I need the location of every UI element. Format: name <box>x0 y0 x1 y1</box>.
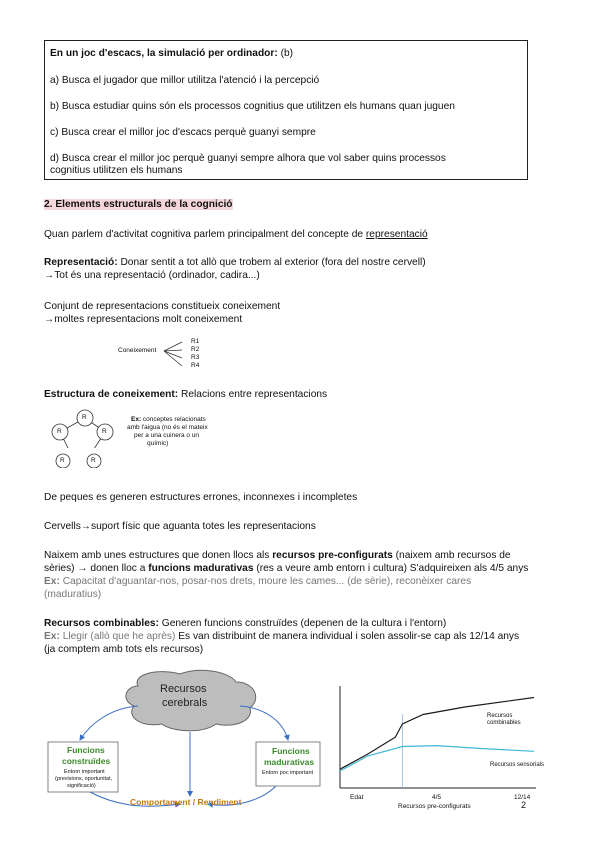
box-left-note-2: (previsions, oportunitat, <box>55 776 113 782</box>
r-node-right: R <box>102 428 107 435</box>
series-label-combinables-2: combinables <box>487 720 521 726</box>
chart-svg <box>338 684 538 794</box>
intro-paragraph: Quan parlem d'activitat cognitiva parlem principalment del concepte de representació <box>44 229 428 240</box>
conjunt-line-2: →moltes representacions molt coneixement <box>44 314 243 325</box>
quiz-question: En un joc d'escacs, la simulació per ordinador: (b) <box>50 48 294 59</box>
paragraph-naixem-example: Ex: Capacitat d'aguantar-nos, posar-nos drets, moure les cames... (de sèrie), reconèixer cares <box>44 576 472 587</box>
paragraph-naixem-1: Naixem amb unes estructures que donen llocs als recursos pre-configurats (naixem amb recursos de <box>44 550 511 561</box>
section-heading: 2. Elements estructurals de la cognició <box>44 199 233 210</box>
box-left-title-2: construïdes <box>62 756 111 766</box>
diagram-note-line-2: amb l'aigua (no és el mateix <box>127 424 208 431</box>
combinables-def: Recursos combinables: Generen funcions construïdes (depenen de la cultura i l'entorn) <box>44 618 447 629</box>
diagram-coneixement-label: Coneixement <box>118 347 157 354</box>
cloud-label-2: cerebrals <box>162 697 208 709</box>
combinables-example: Ex: Llegir (allò que he après) Es van distribuint de manera individual i solen assolir-se cap als 12/14 anys <box>44 631 520 642</box>
diagram-item-r3: R3 <box>191 354 200 361</box>
r-node-bottom-left: R <box>60 457 65 464</box>
quiz-option-a: a) Busca el jugador que millor utilitza l'atenció i la percepció <box>50 75 320 86</box>
paragraph-errors: De peques es generen estructures errones, inconnexes i incompletes <box>44 492 358 503</box>
x-tick-12-14: 12/14 <box>514 794 531 801</box>
quiz-option-d: d) Busca crear el millor joc perquè guanyi sempre alhora que vol saber quins processos <box>50 153 446 164</box>
paragraph-cervells: Cervells→suport físic que aguanta totes les representacions <box>44 521 316 532</box>
box-right-title-2: madurativas <box>264 757 315 767</box>
cloud-label-1: Recursos <box>160 683 207 695</box>
r-node-bottom-right: R <box>91 457 96 464</box>
series-label-combinables: Recursos <box>487 713 513 719</box>
box-left-title-1: Funcions <box>67 745 105 755</box>
series-label-sensorials: Recursos sensorials <box>490 762 545 768</box>
box-right-title-1: Funcions <box>272 746 310 756</box>
quiz-option-b: b) Busca estudiar quins són els processos cognitius que utilitzen els humans quan juguen <box>50 101 455 112</box>
box-left-note-3: significació) <box>67 783 96 789</box>
box-left-note-1: Entorn important <box>64 769 105 775</box>
representacio-def: Representació: Donar sentit a tot allò que trobem al exterior (fora del nostre cervell) <box>44 257 426 268</box>
box-right-note: Entorn poc important <box>262 770 314 776</box>
x-tick-4-5: 4/5 <box>432 794 442 801</box>
x-axis-left-label: Edat <box>350 794 364 801</box>
diagram-note-line-4: químic) <box>147 440 169 447</box>
paragraph-naixem-2: sèries) → donen lloc a funcions madurativas (res a veure amb entorn i cultura) S'adquireixen als 4/5 anys <box>44 563 529 574</box>
diagram-note-line-3: per a una cuinera o un <box>134 432 200 439</box>
representacio-arrow: →Tot és una representació (ordinador, cadira...) <box>44 270 260 281</box>
quiz-option-d-cont: cognitius utilitzen els humans <box>50 165 183 176</box>
r-node-left: R <box>57 428 62 435</box>
diagram-item-r1: R1 <box>191 338 200 345</box>
flow-bottom-label: Comportament / Rendiment <box>130 797 242 807</box>
quiz-option-c: c) Busca crear el millor joc d'escacs perquè guanyi sempre <box>50 127 316 138</box>
page-number: 2 <box>521 800 527 810</box>
estructura-def: Estructura de coneixement: Relacions entre representacions <box>44 389 328 400</box>
x-axis-title: Recursos pre-configurats <box>398 803 471 810</box>
paragraph-naixem-example-2: (maduratius) <box>44 589 102 600</box>
series-line-recursos-combinables <box>340 698 534 770</box>
r-node-top: R <box>82 414 87 421</box>
combinables-example-2: (ja comptem amb tots els recursos) <box>44 644 204 655</box>
diagram-item-r2: R2 <box>191 346 200 353</box>
conjunt-line-1: Conjunt de representacions constitueix coneixement <box>44 301 281 312</box>
diagram-item-r4: R4 <box>191 362 200 369</box>
diagram-note-line-1: Ex: conceptes relacionats <box>131 416 206 423</box>
